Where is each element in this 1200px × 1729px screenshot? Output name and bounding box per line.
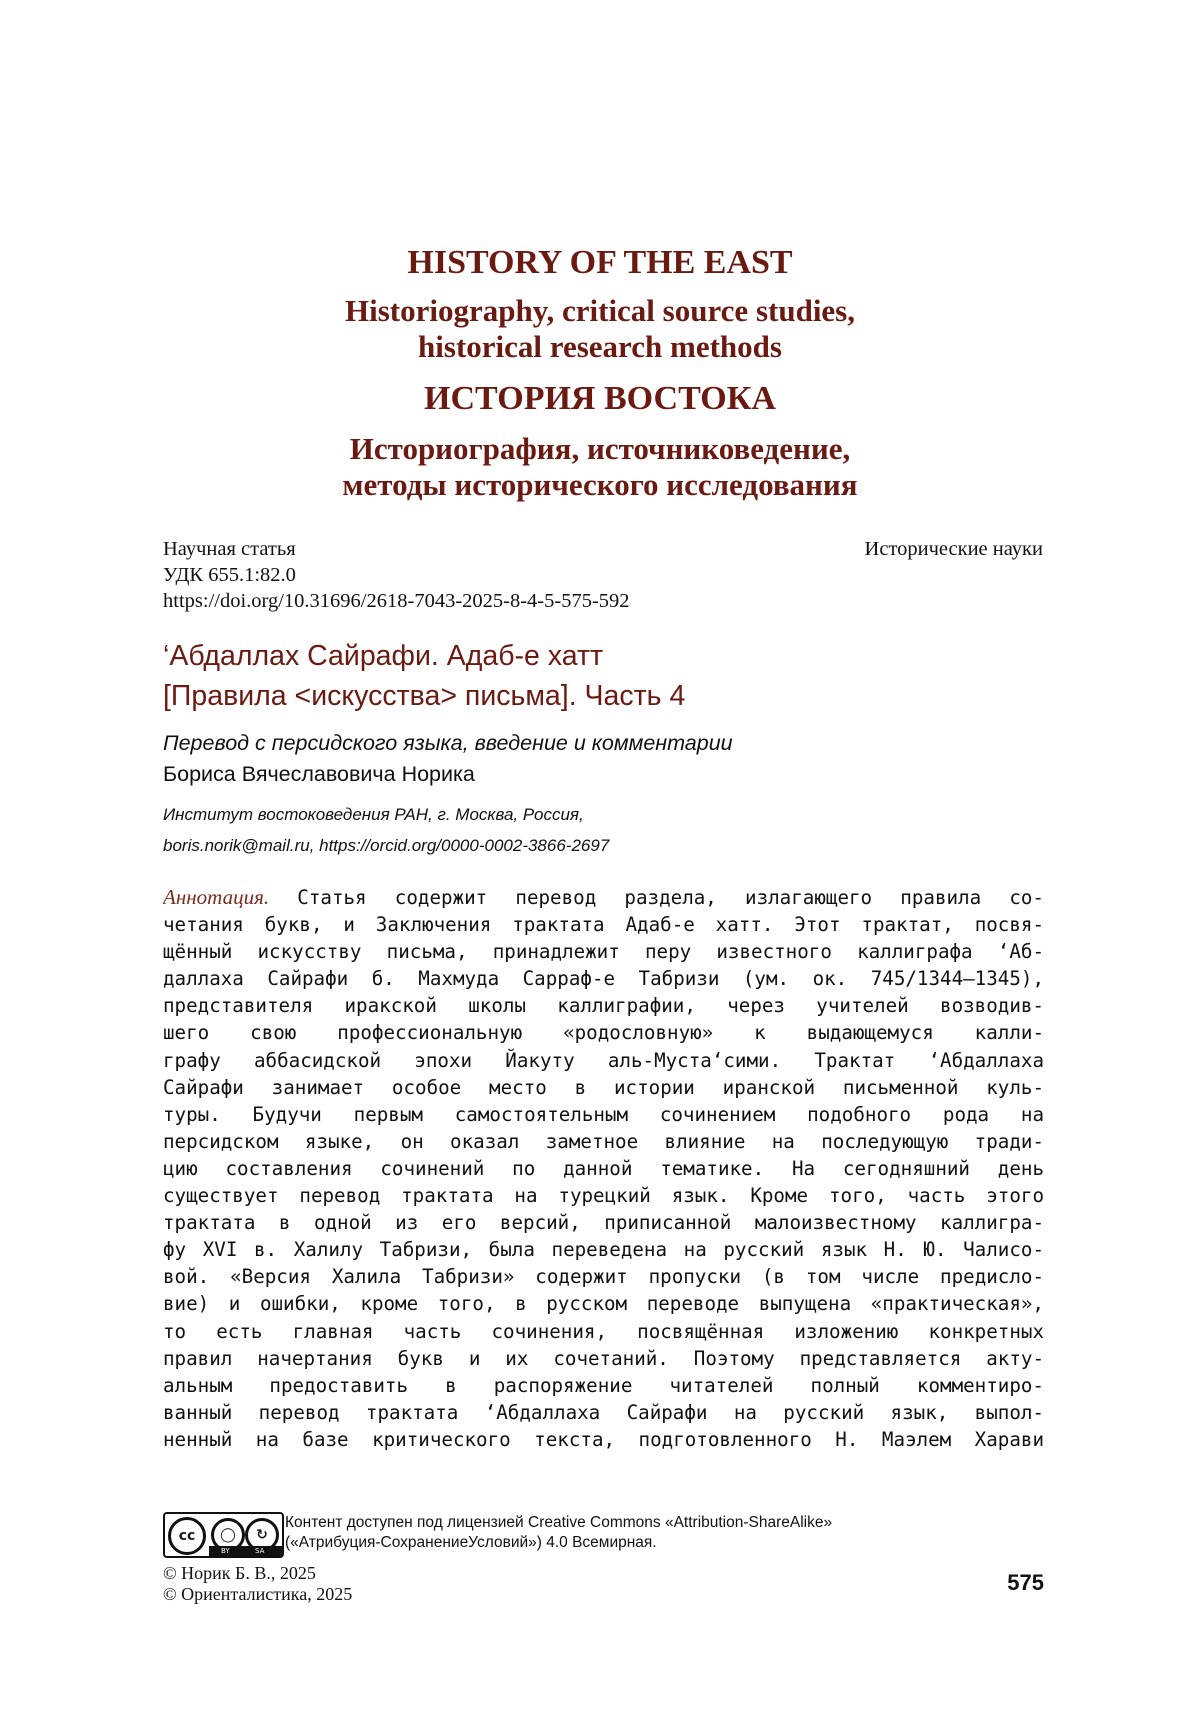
author-affiliation <box>163 799 1043 861</box>
section-subtitle-ru-1: Историография, источниковедение, <box>349 431 851 466</box>
license-text <box>285 1513 1045 1553</box>
cc-license-badge[interactable] <box>163 1512 284 1558</box>
abstract-line: правил начертания букв и их сочетаний. Поэтому представляется акту- <box>163 1346 1044 1370</box>
article-title-line-1: ‘Абдаллах Сайрафи. Адаб-е хатт <box>163 640 604 672</box>
abstract-line: существует перевод трактата на турецкий язык. Кроме того, часть этого <box>163 1184 1044 1208</box>
author-name: Бориса Вячеславовича Норика <box>163 762 475 786</box>
article-byline <box>163 728 1043 790</box>
share-alike-icon: ↻ <box>245 1518 279 1552</box>
abstract-line: щённый искусству письма, принадлежит перу известного каллиграфа ‘Аб- <box>163 940 1044 964</box>
translation-note: Перевод с персидского языка, введение и комментарии <box>163 731 733 755</box>
section-title-en: HISTORY OF THE EAST <box>407 244 793 281</box>
doi-link[interactable]: https://doi.org/10.31696/2618-7043-2025-8-4-5-575-592 <box>163 590 630 612</box>
license-line-2: («Атрибуция-СохранениеУсловий») 4.0 Всемирная. <box>285 1534 657 1551</box>
affiliation-text: Институт востоковедения РАН, г. Москва, Россия, <box>163 805 584 824</box>
abstract-line: туры. Будучи первым самостоятельным сочинением подобного рода на <box>163 1102 1044 1126</box>
section-subtitle-ru-2: методы исторического исследования <box>342 467 858 502</box>
abstract-line: то есть главная часть сочинения, посвящённая изложению конкретных <box>163 1319 1044 1343</box>
sa-label: SA <box>255 1547 265 1555</box>
abstract-line: трактата в одной из его версий, приписанной малоизвестному каллигра- <box>163 1211 1044 1235</box>
copyright-block <box>163 1563 352 1605</box>
abstract-line: вой. «Версия Халила Табризи» содержит пропуски (в том числе предисло- <box>163 1265 1044 1289</box>
article-meta <box>163 536 1043 614</box>
article-title-line-2: [Правила <искусства> письма]. Часть 4 <box>163 680 686 712</box>
abstract-line: ненный на базе критического текста, подготовленного Н. Маэлем Харави <box>163 1427 1044 1451</box>
section-title-ru: ИСТОРИЯ ВОСТОКА <box>424 380 776 417</box>
cc-icon: cc <box>168 1517 206 1555</box>
abstract-line: персидском языке, он оказал заметное влияние на последующую тради- <box>163 1129 1044 1153</box>
copyright-journal: © Ориенталистика, 2025 <box>163 1584 353 1604</box>
abstract-line: графу аббасидской эпохи Йакуту аль-Муста‘сими. Трактат ‘Абдаллаха <box>163 1048 1044 1072</box>
abstract-line: даллаха Сайрафи б. Махмуда Сарраф-е Табризи (ум. ок. 745/1344–1345), <box>163 967 1044 991</box>
abstract-line: Аннотация. Статья содержит перевод раздела, излагающего правила со- <box>163 885 1044 909</box>
abstract-line: вие) и ошибки, кроме того, в русском переводе выпущена «практическая», <box>163 1292 1044 1316</box>
abstract-line: цию составления сочинений по данной тематике. На сегодняшний день <box>163 1156 1044 1180</box>
article-title <box>163 636 1043 716</box>
section-subtitle-en-2: historical research methods <box>418 329 782 364</box>
abstract-line: четания букв, и Заключения трактата Адаб-е хатт. Этот трактат, посвя- <box>163 913 1044 937</box>
science-field: Исторические науки <box>864 538 1043 560</box>
abstract-line: шего свою профессиональную «родословную» к выдающемуся калли- <box>163 1021 1044 1045</box>
section-subtitle-en-1: Historiography, critical source studies, <box>344 293 856 328</box>
author-contacts[interactable]: boris.norik@mail.ru, https://orcid.org/0000-0002-3866-2697 <box>163 836 610 855</box>
copyright-author: © Норик Б. В., 2025 <box>163 1563 316 1583</box>
page-number: 575 <box>1007 1570 1044 1595</box>
license-line-1: Контент доступен под лицензией Creative Commons «Attribution-ShareAlike» <box>285 1514 833 1531</box>
udk-code: УДК 655.1:82.0 <box>163 564 296 586</box>
abstract-line: Сайрафи занимает особое место в истории иранской письменной куль- <box>163 1075 1044 1099</box>
section-header <box>0 243 1200 503</box>
abstract-line: представителя иракской школы каллиграфии, через учителей возводив- <box>163 994 1044 1018</box>
by-label: BY <box>221 1547 230 1555</box>
abstract <box>163 884 1044 1453</box>
abstract-line: ванный перевод трактата ‘Абдаллаха Сайрафи на русский язык, выпол- <box>163 1400 1044 1424</box>
abstract-line: фу XVI в. Халилу Табризи, была переведена на русский язык Н. Ю. Чалисо- <box>163 1238 1044 1262</box>
attribution-icon: ◯ <box>211 1518 245 1552</box>
badge-strip <box>209 1546 282 1556</box>
abstract-label: Аннотация. <box>163 885 270 909</box>
abstract-line: альным предоставить в распоряжение читателей полный комментиро- <box>163 1373 1044 1397</box>
article-type: Научная статья <box>163 538 296 560</box>
